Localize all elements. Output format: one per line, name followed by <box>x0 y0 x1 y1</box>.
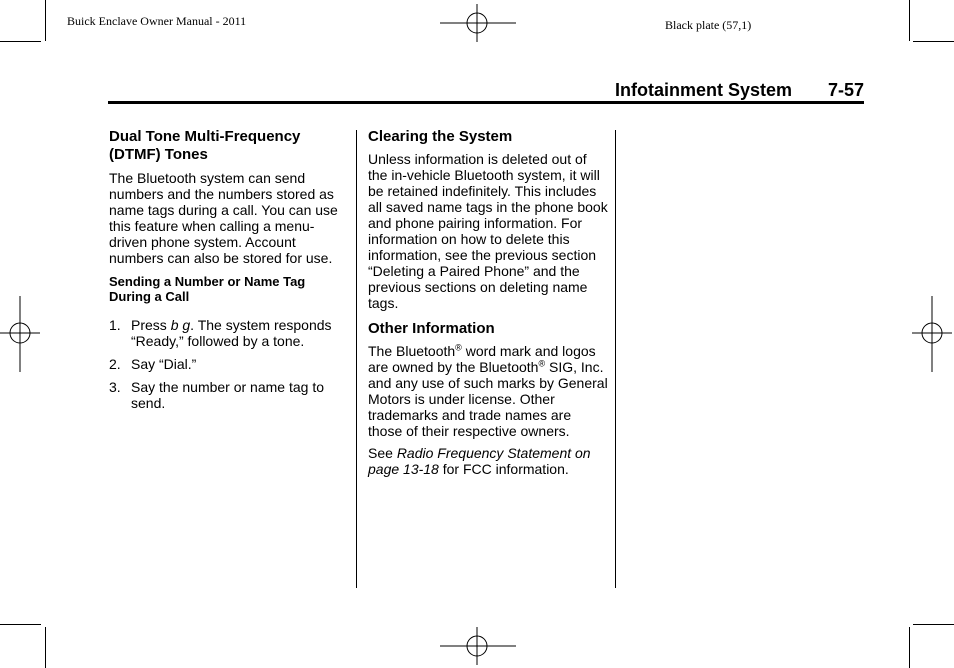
crop-mark <box>45 0 46 41</box>
step-text: Say “Dial.” <box>131 356 197 372</box>
header-rule <box>108 101 864 104</box>
other-info-heading: Other Information <box>368 320 495 337</box>
other-info-text: The Bluetooth <box>368 343 456 359</box>
dtmf-heading: Dual Tone Multi-Frequency (DTMF) Tones <box>109 128 301 163</box>
registered-mark: ® <box>538 358 546 369</box>
registration-mark-top <box>440 4 516 42</box>
step-3 <box>109 379 349 411</box>
column-divider <box>615 130 616 588</box>
crop-mark <box>909 0 910 41</box>
step-1 <box>109 317 349 349</box>
fcc-reference <box>368 445 608 477</box>
voice-icon: g <box>182 317 191 333</box>
cross-reference-link[interactable]: Radio Frequency Statement on page 13-18 <box>368 445 591 477</box>
crop-mark <box>0 41 41 42</box>
section-title: Infotainment System <box>615 80 793 100</box>
step-text: Say the number or name tag to send. <box>131 379 324 411</box>
other-info-text: word mark and logos are owned by the Bluetooth <box>368 343 596 375</box>
registration-mark-left <box>0 296 40 372</box>
step-number: 3. <box>109 379 121 395</box>
crop-mark <box>913 41 954 42</box>
registration-mark-bottom <box>440 627 516 665</box>
column-divider <box>356 130 357 588</box>
column-left <box>109 128 349 411</box>
plate-label: Black plate (57,1) <box>665 18 752 32</box>
step-number: 2. <box>109 356 121 372</box>
crop-mark <box>45 627 46 668</box>
dtmf-body: The Bluetooth system can send numbers and the numbers stored as name tags during a call. You can use this feature when calling a menu-driven phone system. Account numbers can also be stored for use. <box>109 170 338 266</box>
page-number: 7-57 <box>828 80 865 100</box>
crop-mark <box>0 624 41 625</box>
step-text: . The system responds “Ready,” followed by a tone. <box>131 317 332 349</box>
manual-title: Buick Enclave Owner Manual - 2011 <box>67 14 247 28</box>
sending-subheading: Sending a Number or Name Tag During a Call <box>109 274 306 304</box>
step-number: 1. <box>109 317 121 333</box>
step-2 <box>109 356 349 372</box>
crop-mark <box>909 627 910 668</box>
see-text: See <box>368 445 397 461</box>
other-info-text: SIG, Inc. and any use of such marks by General Motors is under license. Other trademarks and trade names are those of their respective owners. <box>368 359 608 439</box>
phone-icon: b <box>170 317 179 333</box>
step-text: Press <box>131 317 171 333</box>
registration-mark-right <box>912 296 952 372</box>
other-info-body <box>368 343 608 439</box>
registered-mark: ® <box>455 342 462 353</box>
see-text: for FCC information. <box>438 461 569 477</box>
column-middle <box>368 128 608 477</box>
clearing-body: Unless information is deleted out of the in-vehicle Bluetooth system, it will be retained indefinitely. This includes all saved name tags in the phone book and phone pairing information. For information on how to delete this information, see the previous section “Deleting a Paired Phone” and the previous sections on deleting name tags. <box>368 151 608 311</box>
clearing-heading: Clearing the System <box>368 128 513 145</box>
crop-mark <box>913 624 954 625</box>
